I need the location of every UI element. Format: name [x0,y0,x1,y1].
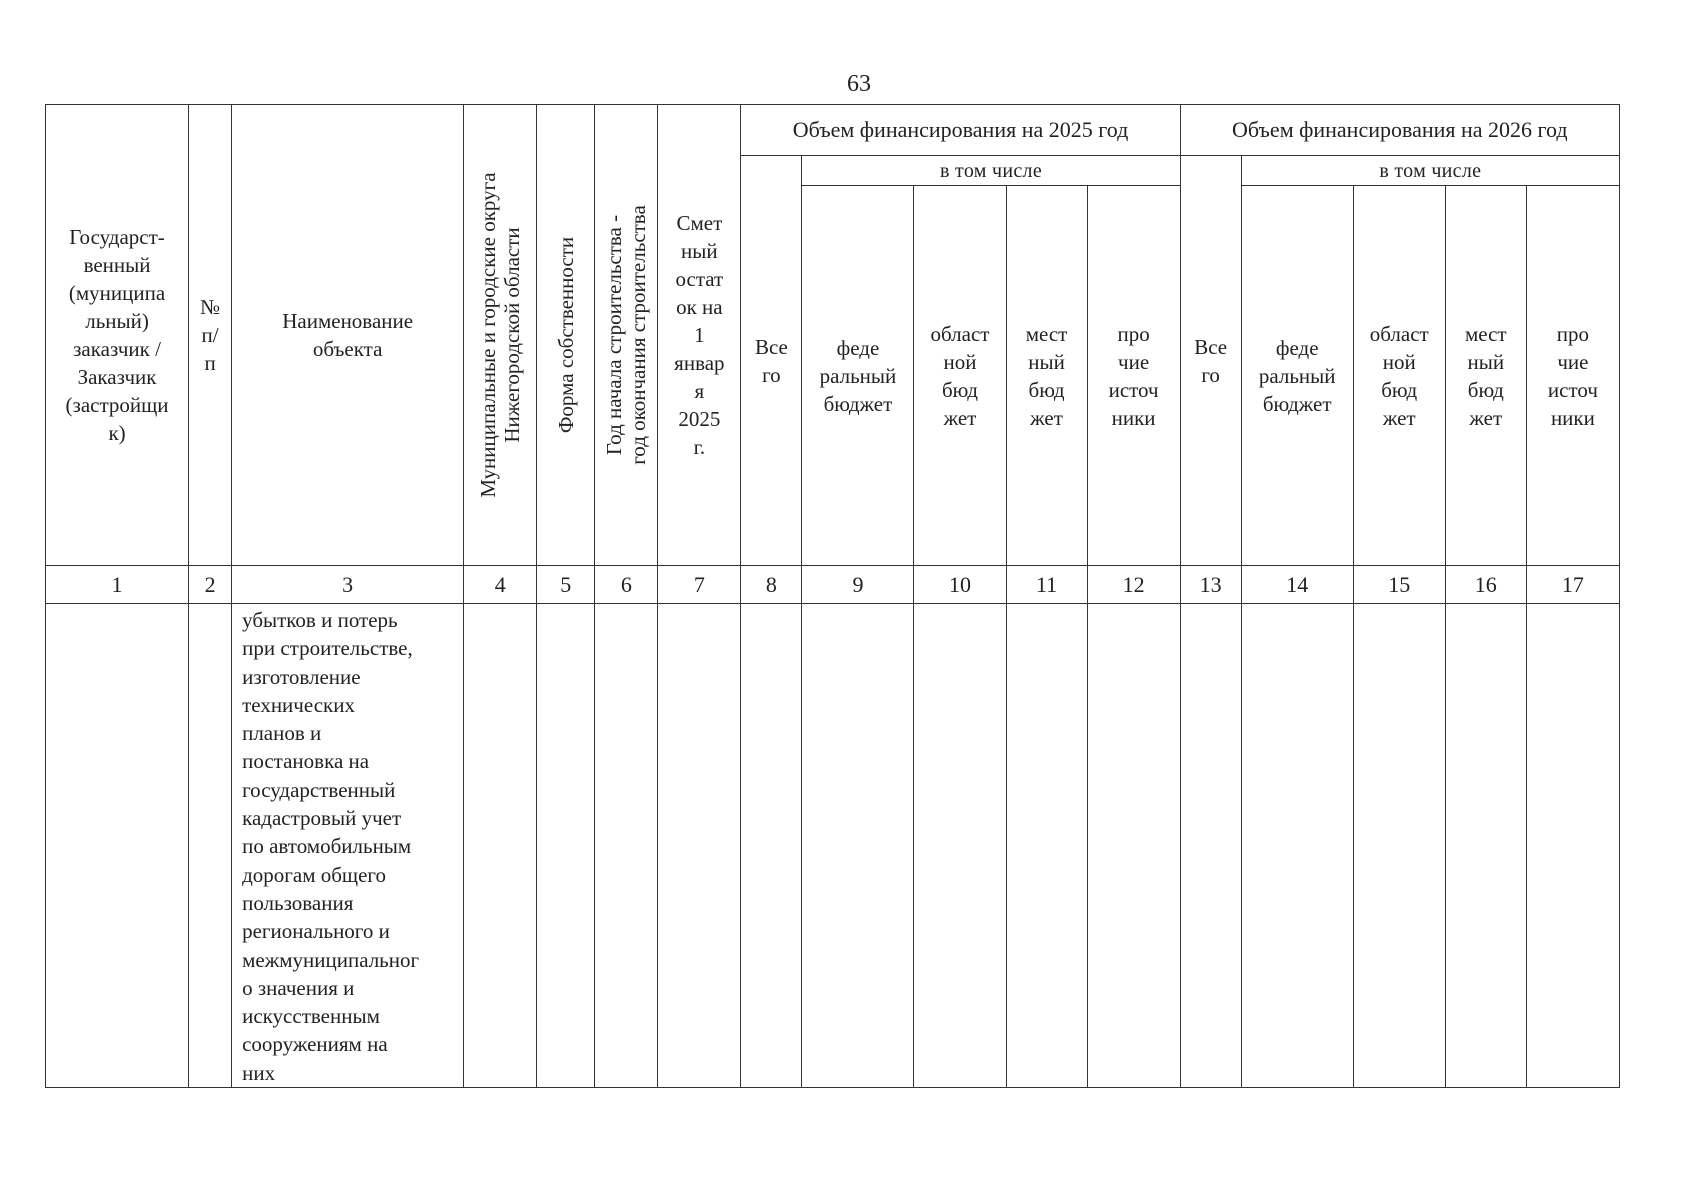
financing-table [45,104,1620,1088]
header-object-name: Наименование объекта [232,105,464,566]
cell-2026-local [1445,604,1526,1088]
column-number: 14 [1241,566,1353,604]
column-number: 2 [189,566,232,604]
header-2026-including: в том числе [1241,156,1619,186]
cell-2026-other [1526,604,1619,1088]
column-number: 11 [1006,566,1087,604]
header-ownership-form: Форма собственности [537,105,595,566]
column-number: 6 [595,566,658,604]
header-customer: Государст- венный (муниципа льный) заказчик / Заказчик (застройщи к) [46,105,189,566]
header-number: № п/ п [189,105,232,566]
cell-2025-federal [802,604,914,1088]
header-municipal-districts: Муниципальные и городские округа Нижегородской области [464,105,537,566]
column-number: 5 [537,566,595,604]
cell-object-name: убытков и потерь при строительстве, изготовление технических планов и постановка на государственный кадастровый учет по автомобильным дорогам общего пользования регионального и межмуниципальног о значения и искусственным сооружениям на них [232,604,464,1088]
cell-estimate [658,604,741,1088]
table-row [46,604,1620,1088]
header-estimate-balance: Смет ный остат ок на 1 январ я 2025 г. [658,105,741,566]
column-number: 13 [1180,566,1241,604]
header-2025-local: мест ный бюд жет [1006,186,1087,566]
column-number: 12 [1087,566,1180,604]
header-2025-including: в том числе [802,156,1180,186]
header-2026-other: про чие источ ники [1526,186,1619,566]
header-2025-regional: област ной бюд жет [914,186,1006,566]
header-2026-total: Все го [1180,156,1241,566]
column-number: 9 [802,566,914,604]
cell-2025-total [741,604,802,1088]
cell-2025-local [1006,604,1087,1088]
column-number: 8 [741,566,802,604]
header-2025-federal: феде ральный бюджет [802,186,914,566]
cell-ownership [537,604,595,1088]
column-number: 3 [232,566,464,604]
column-number: 16 [1445,566,1526,604]
header-2025-total: Все го [741,156,802,566]
header-2026-regional: област ной бюд жет [1353,186,1445,566]
cell-2025-regional [914,604,1006,1088]
column-number: 1 [46,566,189,604]
header-financing-2025: Объем финансирования на 2025 год [741,105,1180,156]
column-number: 10 [914,566,1006,604]
column-number: 17 [1526,566,1619,604]
column-number: 15 [1353,566,1445,604]
header-2026-federal: феде ральный бюджет [1241,186,1353,566]
page-number: 63 [847,71,871,97]
column-number: 7 [658,566,741,604]
header-financing-2026: Объем финансирования на 2026 год [1180,105,1619,156]
cell-years [595,604,658,1088]
cell-2025-other [1087,604,1180,1088]
header-construction-years: Год начала строительства - год окончания строительства [595,105,658,566]
cell-2026-total [1180,604,1241,1088]
cell-municipal [464,604,537,1088]
cell-2026-regional [1353,604,1445,1088]
column-number: 4 [464,566,537,604]
column-number-row [46,566,1620,604]
cell-2026-federal [1241,604,1353,1088]
header-2025-other: про чие источ ники [1087,186,1180,566]
header-2026-local: мест ный бюд жет [1445,186,1526,566]
cell-customer [46,604,189,1088]
cell-number [189,604,232,1088]
